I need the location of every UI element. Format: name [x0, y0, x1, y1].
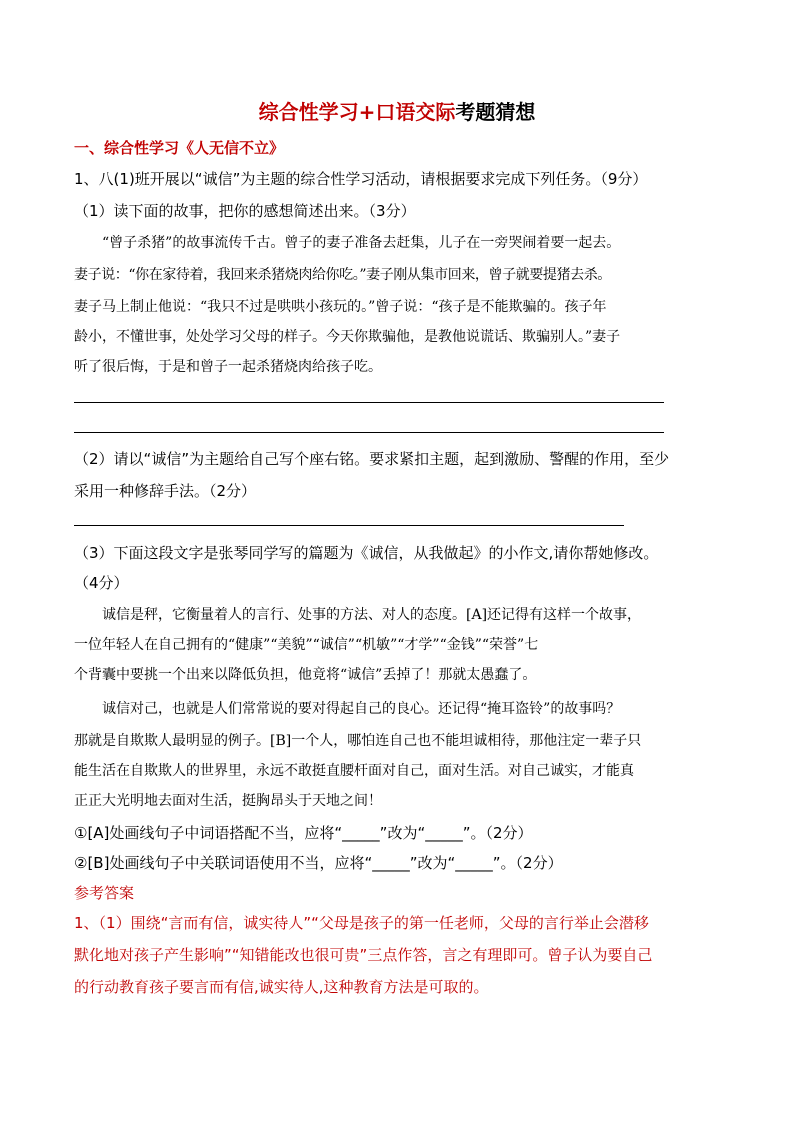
story-line: “曾子杀猪”的故事流传千古。曾子的妻子准备去赶集，儿子在一旁哭闹着要一起去。	[102, 235, 621, 251]
reference-heading: 参考答案	[74, 884, 135, 902]
fill-blank-b: ②[B]处画线句子中关联词语使用不当，应将“_____”改为“_____”。（2分）	[74, 854, 563, 872]
sub-question-3-line: （4分）	[74, 574, 129, 592]
answer-line[interactable]	[74, 525, 624, 526]
fill-blank-a: ①[A]处画线句子中词语搭配不当，应将“_____”改为“_____”。（2分）	[74, 824, 533, 842]
question-stem: 1、八(1)班开展以“诚信”为主题的综合性学习活动，请根据要求完成下列任务。（9分）	[74, 170, 648, 188]
story-line: 妻子马上制止他说：“我只不过是哄哄小孩玩的。”曾子说：“孩子是不能欺骗的。孩子年	[74, 299, 607, 315]
sub-question-1: （1）读下面的故事，把你的感想简述出来。（3分）	[74, 202, 416, 220]
sub-question-3-line: （3）下面这段文字是张琴同学写的篇题为《诚信，从我做起》的小作文,请你帮她修改。	[74, 544, 659, 562]
section-heading: 一、综合性学习《人无信不立》	[74, 139, 285, 157]
sub-question-2-line: （2）请以“诚信”为主题给自己写个座右铭。要求紧扣主题，起到激励、警醒的作用，至少	[74, 450, 670, 468]
essay-line: 那就是自欺欺人最明显的例子。[B]一个人，哪怕连自己也不能坦诚相待，那他注定一辈子只	[74, 733, 642, 749]
page-title	[0, 96, 794, 125]
story-line: 妻子说：“你在家待着，我回来杀猪烧肉给你吃。”妻子刚从集市回来，曾子就要提猪去杀。	[74, 267, 611, 283]
essay-line: 诚信是秤，它衡量着人的言行、处事的方法、对人的态度。[A]还记得有这样一个故事，	[102, 607, 642, 623]
essay-line: 个背囊中要挑一个出来以降低负担，他竟将“诚信”丢掉了！那就太愚蠢了。	[74, 667, 537, 683]
essay-line: 一位年轻人在自己拥有的“健康”“美貌”“诚信”“机敏”“才学”“金钱”“荣誉”七	[74, 637, 539, 653]
reference-answer-line: 的行动教育孩子要言而有信,诚实待人,这种教育方法是可取的。	[74, 978, 489, 996]
story-line: 听了很后悔，于是和曾子一起杀猪烧肉给孩子吃。	[74, 359, 382, 375]
sub-question-2-line: 采用一种修辞手法。（2分）	[74, 482, 257, 500]
reference-answer-line: 1、（1）围绕“言而有信，诚实待人”“父母是孩子的第一任老师，父母的言行举止会潜移	[74, 914, 649, 932]
essay-line: 诚信对己，也就是人们常常说的要对得起自己的良心。还记得“掩耳盗铃”的故事吗？	[102, 701, 621, 717]
answer-line[interactable]	[74, 432, 664, 433]
answer-line[interactable]	[74, 402, 664, 403]
essay-line: 能生活在自欺欺人的世界里，永远不敢挺直腰杆面对自己，面对生活。对自己诚实，才能真	[74, 763, 634, 779]
title-red-part: 综合性学习+口语交际	[258, 100, 456, 124]
essay-line: 正正大光明地去面对生活，挺胸昂头于天地之间！	[74, 793, 382, 809]
story-line: 龄小，不懂世事，处处学习父母的样子。今天你欺骗他，是教他说谎话、欺骗别人。”妻子	[74, 329, 621, 345]
title-black-part: 考题猜想	[455, 100, 536, 124]
reference-answer-line: 默化地对孩子产生影响”“知错能改也很可贵”三点作答，言之有理即可。曾子认为要自己	[74, 946, 653, 964]
